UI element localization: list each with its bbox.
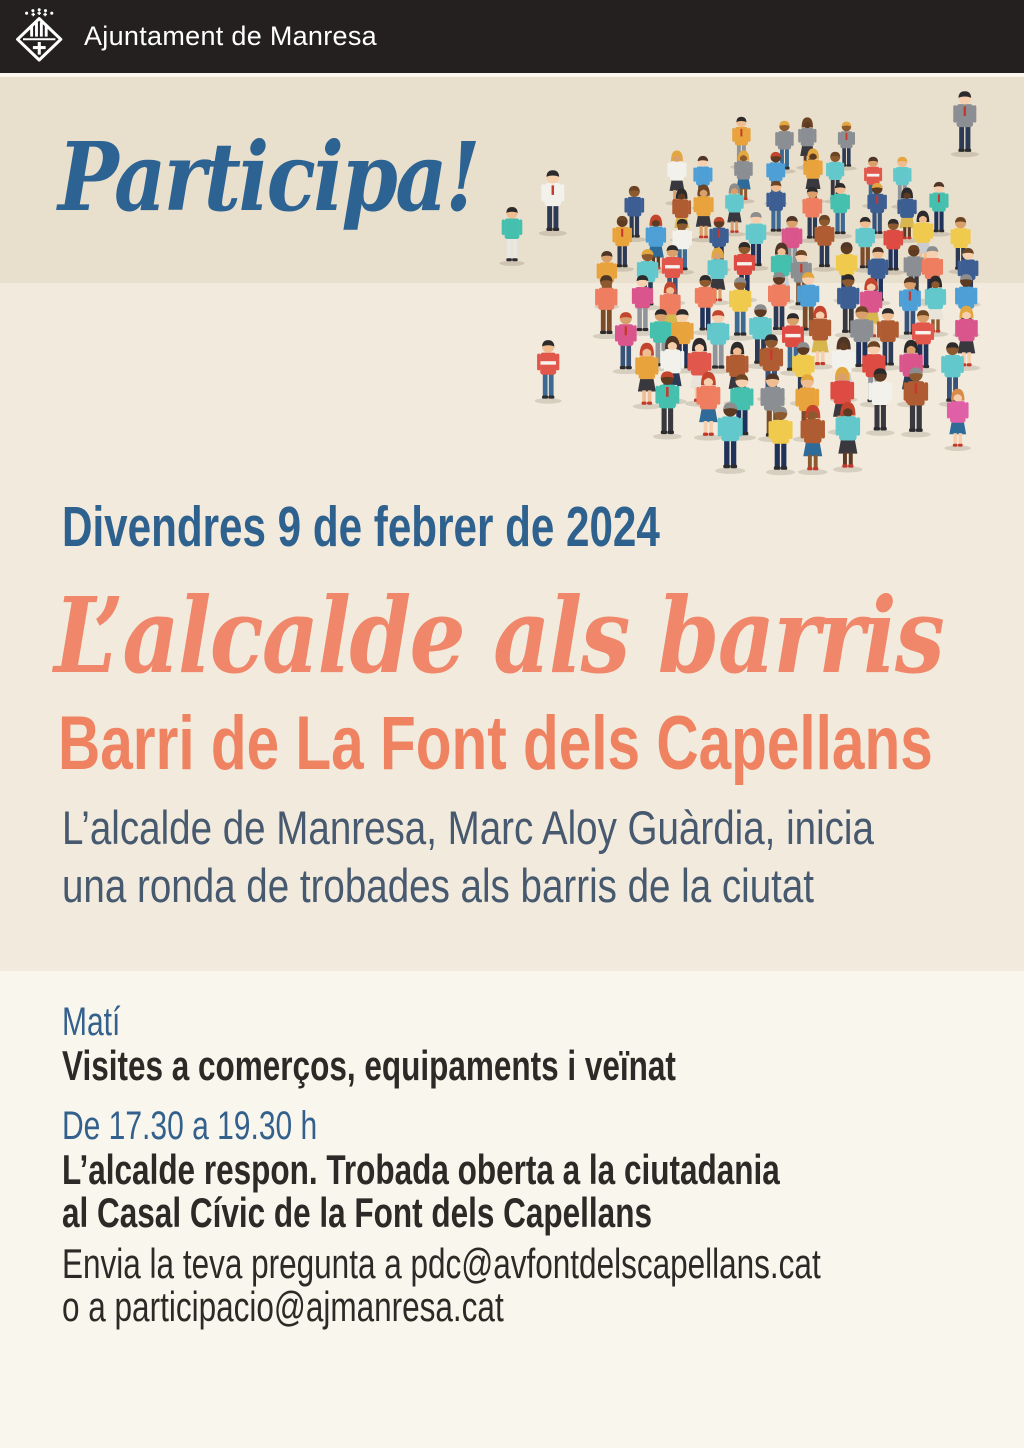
event-description-line1: L’alcalde de Manresa, Marc Aloy Guàrdia, inicia <box>62 801 874 854</box>
schedule-evening-activity-line2: al Casal Cívic de la Font dels Capellans <box>62 1189 652 1236</box>
event-title: L’alcalde als barris <box>54 574 944 697</box>
org-name: Ajuntament de Manresa <box>84 21 377 51</box>
crowd-person <box>898 365 934 439</box>
crowd-person <box>942 387 974 452</box>
contact-email-line1: Envia la teva pregunta a pdc@avfontdelscapellans.cat <box>62 1240 821 1287</box>
crowd-person <box>763 404 798 477</box>
crowd-person <box>712 400 748 475</box>
crowd-person <box>948 89 982 158</box>
crowd-illustration <box>0 0 1024 520</box>
crowd-person <box>795 403 831 476</box>
event-date: Divendres 9 de febrer de 2024 <box>62 495 660 559</box>
schedule-evening-activity-line1: L’alcalde respon. Trobada oberta a la ciutadania <box>62 1146 780 1193</box>
event-subtitle: Barri de La Font dels Capellans <box>58 701 933 786</box>
header-bar <box>0 0 1024 73</box>
crowd-person <box>532 338 564 405</box>
schedule-evening-time: De 17.30 a 19.30 h <box>62 1104 318 1148</box>
crowd-person <box>863 366 897 437</box>
event-description-line2: una ronda de trobades als barris de la ciutat <box>62 859 815 912</box>
manresa-coat-of-arms-icon <box>14 6 68 65</box>
crowd-person <box>830 400 866 474</box>
schedule-morning-label: Matí <box>62 1000 121 1044</box>
crowd-person <box>650 369 685 441</box>
hero-headline: Participa! <box>58 122 478 233</box>
schedule-morning-activity: Visites a comerços, equipaments i veïnat <box>62 1042 676 1089</box>
contact-email-line2: o a participacio@ajmanresa.cat <box>62 1283 504 1330</box>
manresa-logo <box>14 6 68 68</box>
